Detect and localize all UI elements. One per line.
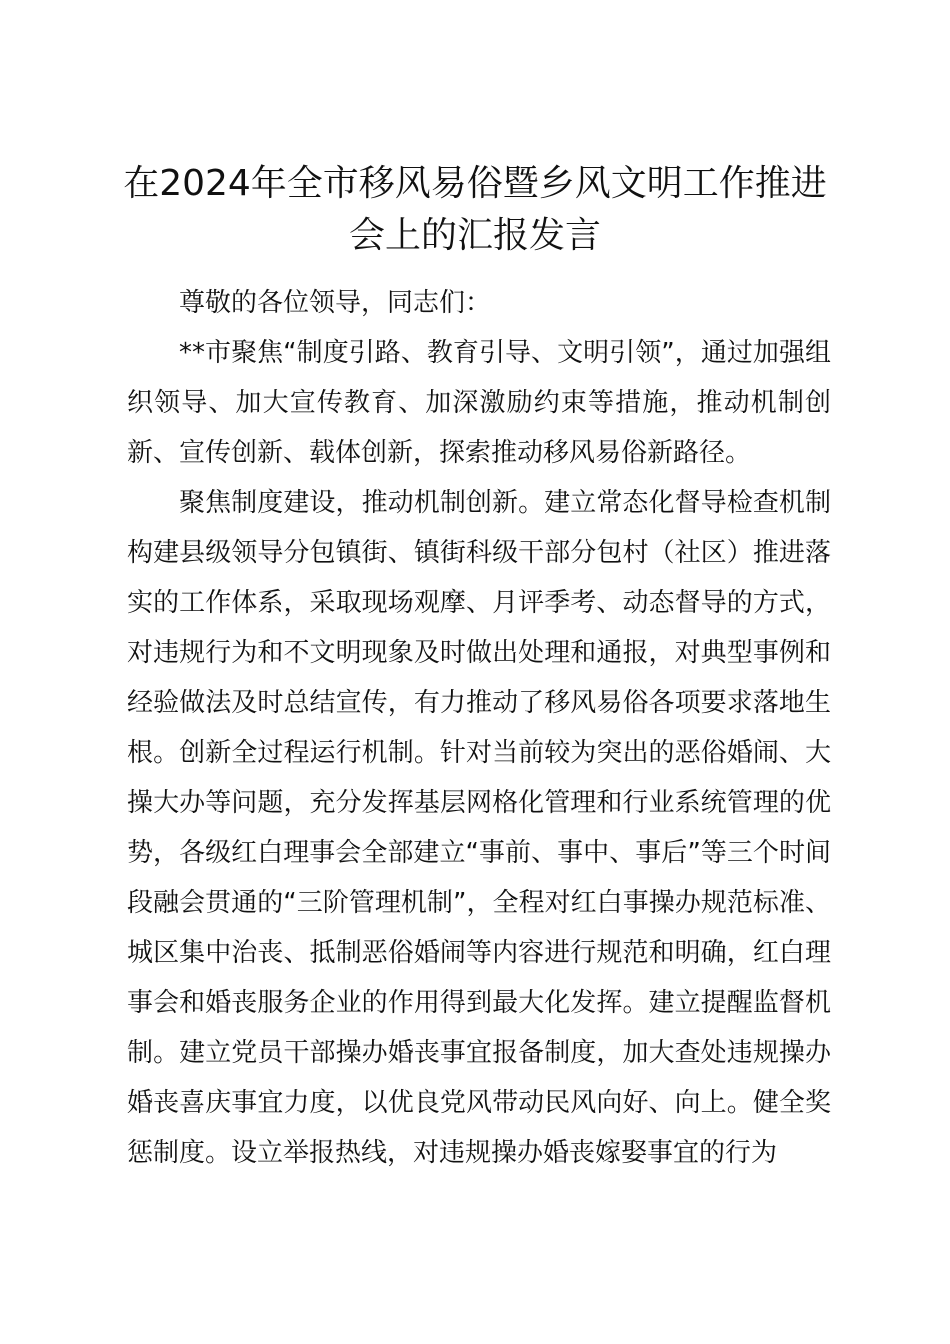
document-title: 在2024年全市移风易俗暨乡风文明工作推进会上的汇报发言 — [123, 163, 827, 256]
paragraph-system-building: 聚焦制度建设，推动机制创新。建立常态化督导检查机制构建县级领导分包镇街、镇街科级干部分包村（社区）推进落实的工作体系，采取现场观摩、月评季考、动态督导的方式，对违规行为和不文明现象及时做出处理和通报，对典型事例和经验做法及时总结宣传，有力推动了移风易俗各项要求落地生根。创新全过程运行机制。针对当前较为突出的恶俗婚闹、大操大办等问题，充分发挥基层网格化管理和行业系统管理的优势，各级红白理事会全部建立“事前、事中、事后”等三个时间段融会贯通的“三阶管理机制”，全程对红白事操办规范标准、城区集中治丧、抵制恶俗婚闹等内容进行规范和明确，红白理事会和婚丧服务企业的作用得到最大化发挥。建立提醒监督机制。建立党员干部操办婚丧事宜报备制度，加大查处违规操办婚丧喜庆事宜力度，以优良党风带动民风向好、向上。健全奖惩制度。设立举报热线，对违规操办婚丧嫁娶事宜的行为 — [127, 488, 831, 1168]
salutation: 尊敬的各位领导，同志们： — [179, 288, 492, 318]
paragraph-intro: **市聚焦“制度引路、教育引导、文明引领”，通过加强组织领导、加大宣传教育、加深激励约束等措施，推动机制创新、宣传创新、载体创新，探索推动移风易俗新路径。 — [127, 338, 831, 468]
document-body — [127, 278, 831, 1178]
